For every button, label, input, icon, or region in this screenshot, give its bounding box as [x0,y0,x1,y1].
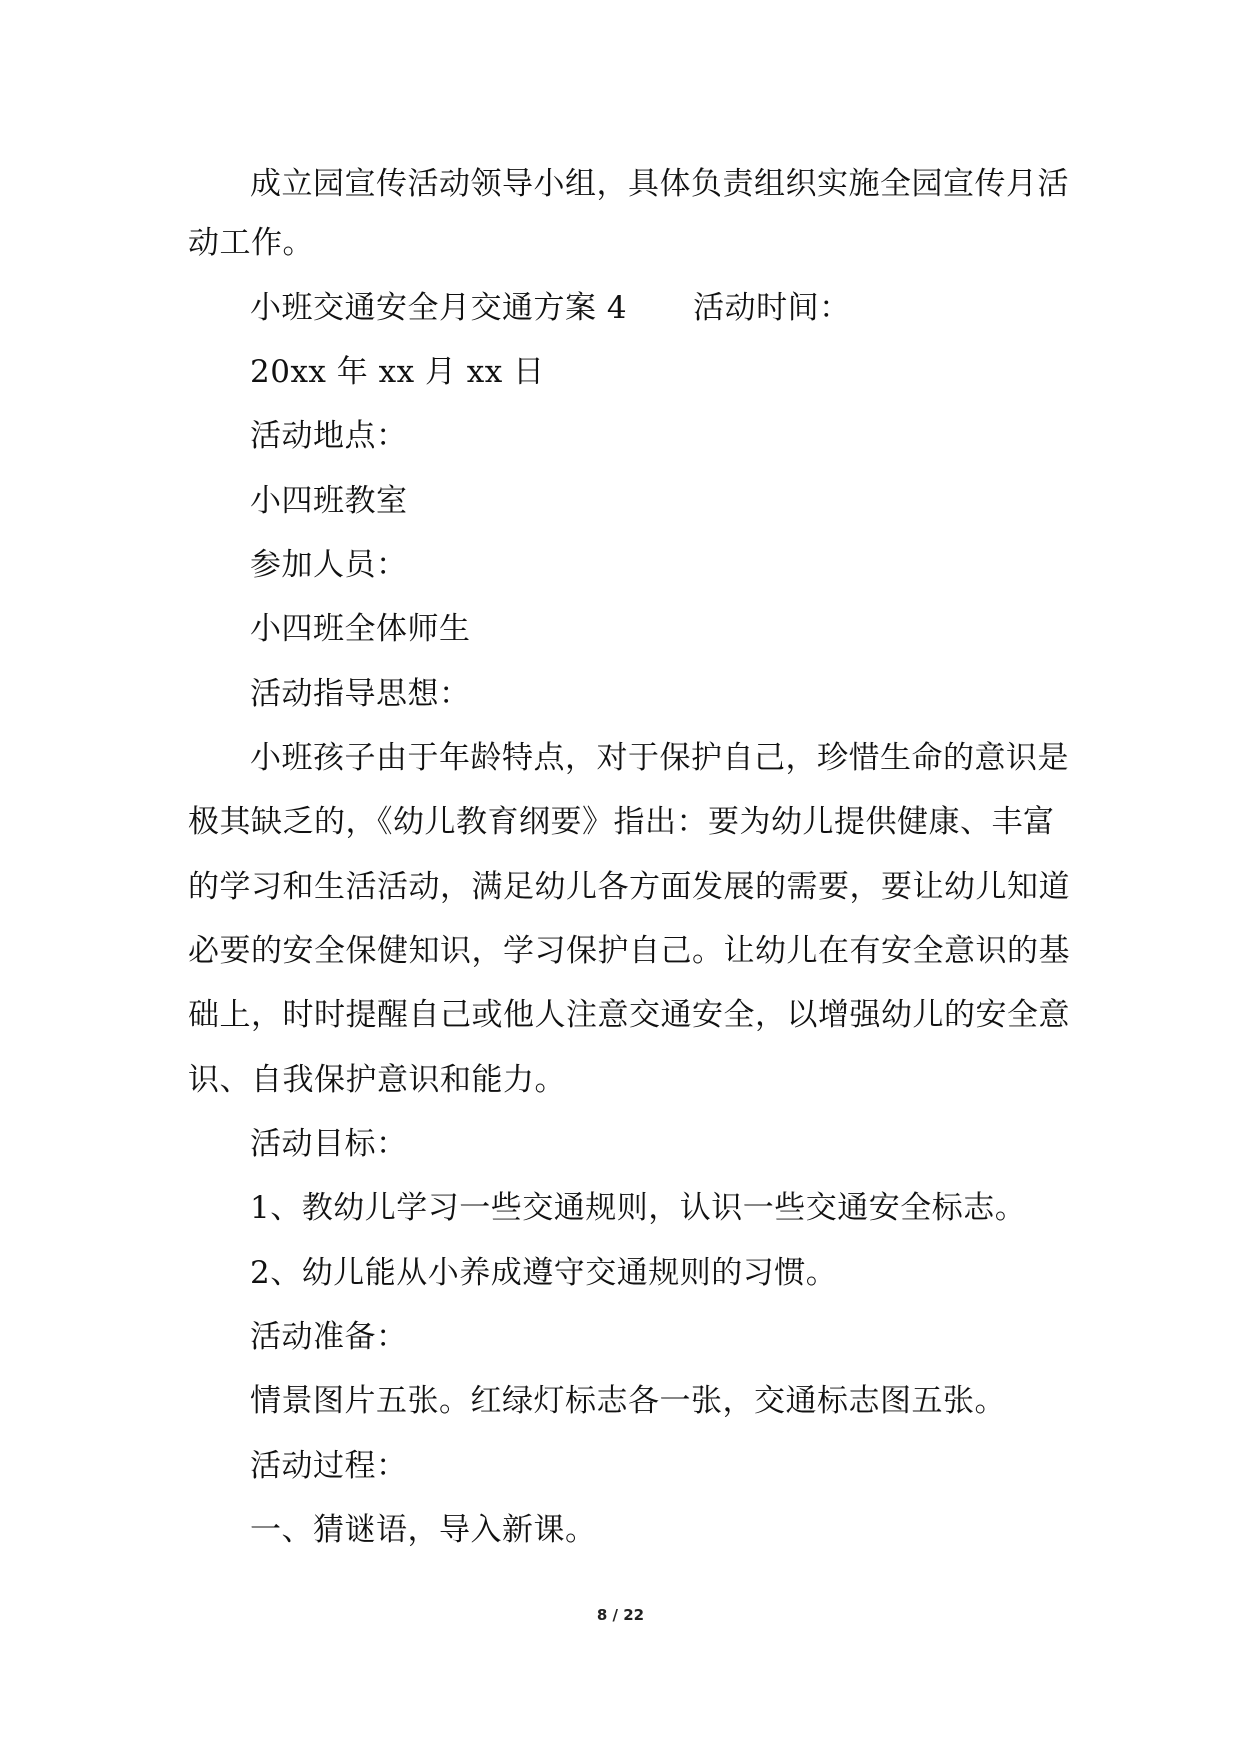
goal-item-1: 1、教幼儿学习一些交通规则，认识一些交通安全标志。 [250,1190,1027,1226]
activity-date: 20xx 年 xx 月 xx 日 [250,354,545,390]
section-heading-line [250,288,851,328]
activity-location-label: 活动地点： [250,418,408,454]
plan-title: 小班交通安全月交通方案 4 [250,290,628,326]
goals-label: 活动目标： [250,1126,408,1162]
paragraph-line: 的学习和生活活动，满足幼儿各方面发展的需要，要让幼儿知道 [188,869,1070,905]
paragraph-line: 必要的安全保健知识，学习保护自己。让幼儿在有安全意识的基 [188,933,1070,969]
page-number: 8 / 22 [596,1606,645,1624]
paragraph-line: 动工作。 [188,225,314,261]
paragraph-line: 础上，时时提醒自己或他人注意交通安全，以增强幼儿的安全意 [188,997,1070,1033]
paragraph-line: 极其缺乏的，《幼儿教育纲要》指出：要为幼儿提供健康、丰富 [188,804,1055,840]
preparation-text: 情景图片五张。红绿灯标志各一张，交通标志图五张。 [250,1383,1006,1419]
participants: 小四班全体师生 [250,611,471,647]
paragraph-line: 识、自我保护意识和能力。 [188,1062,566,1098]
paragraph-line: 成立园宣传活动领导小组，具体负责组织实施全园宣传月活 [250,166,1069,202]
paragraph-line: 小班孩子由于年龄特点，对于保护自己，珍惜生命的意识是 [250,740,1069,776]
guiding-idea-label: 活动指导思想： [250,676,471,712]
process-label: 活动过程： [250,1448,408,1484]
activity-location: 小四班教室 [250,483,408,519]
process-step-1: 一、猜谜语，导入新课。 [250,1512,597,1548]
goal-item-2: 2、幼儿能从小养成遵守交通规则的习惯。 [250,1255,838,1291]
participants-label: 参加人员： [250,547,408,583]
activity-time-label: 活动时间： [693,290,851,326]
preparation-label: 活动准备： [250,1319,408,1355]
